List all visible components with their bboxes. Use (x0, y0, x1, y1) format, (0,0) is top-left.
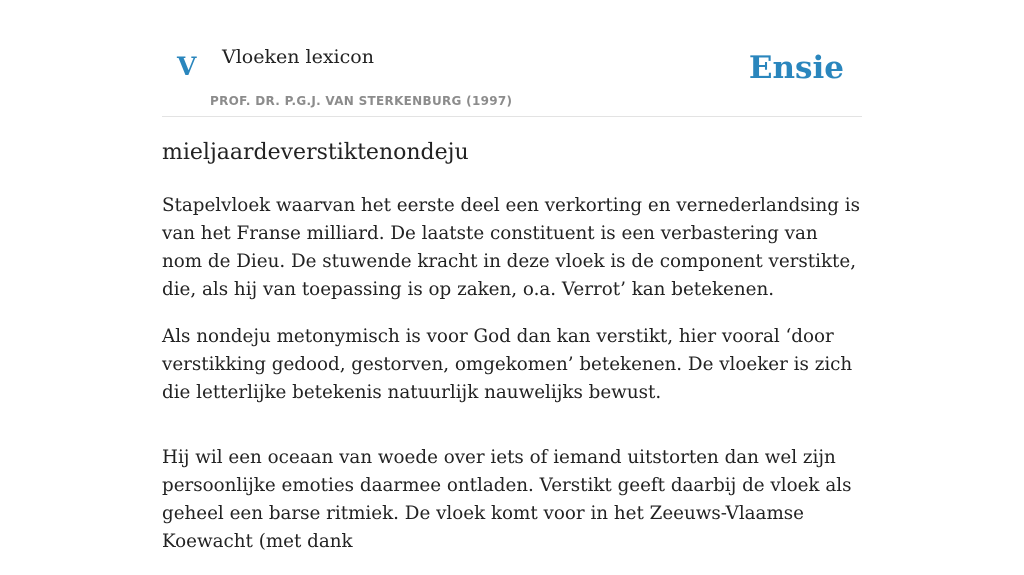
page-header (162, 0, 862, 117)
entry-paragraph: Stapelvloek waarvan het eerste deel een verkorting en vernederlandsing is van het Franse milliard. De laatste constituent is een verbastering van nom de Dieu. De stuwende kracht in deze vloek is de component verstikte, die, als hij van toepassing is op zaken, o.a. Verrot’ kan betekenen. (162, 195, 861, 300)
index-letter[interactable]: V (177, 52, 197, 81)
source-author: PROF. DR. P.G.J. VAN STERKENBURG (1997) (210, 94, 513, 108)
entry-paragraph: Hij wil een oceaan van woede over iets of iemand uitstorten dan wel zijn persoonlijke emoties daarmee ontladen. Verstikt geeft daarbij de vloek als geheel een barse ritmiek. De vloek komt voor in het Zeeuws-Vlaamse Koewacht (met dank (162, 447, 852, 552)
source-title[interactable]: Vloeken lexicon (222, 46, 374, 68)
entry-paragraph: Als nondeju metonymisch is voor God dan kan verstikt, hier vooral ‘door verstikking gedood, gestorven, omgekomen’ betekenen. De vloeker is zich die letterlijke betekenis natuurlijk nauwelijks bewust. (162, 326, 853, 403)
entry-body (162, 192, 862, 575)
entry-headword: mieljaardeverstiktenondeju (162, 140, 469, 165)
brand-logo[interactable]: Ensie (748, 50, 844, 86)
